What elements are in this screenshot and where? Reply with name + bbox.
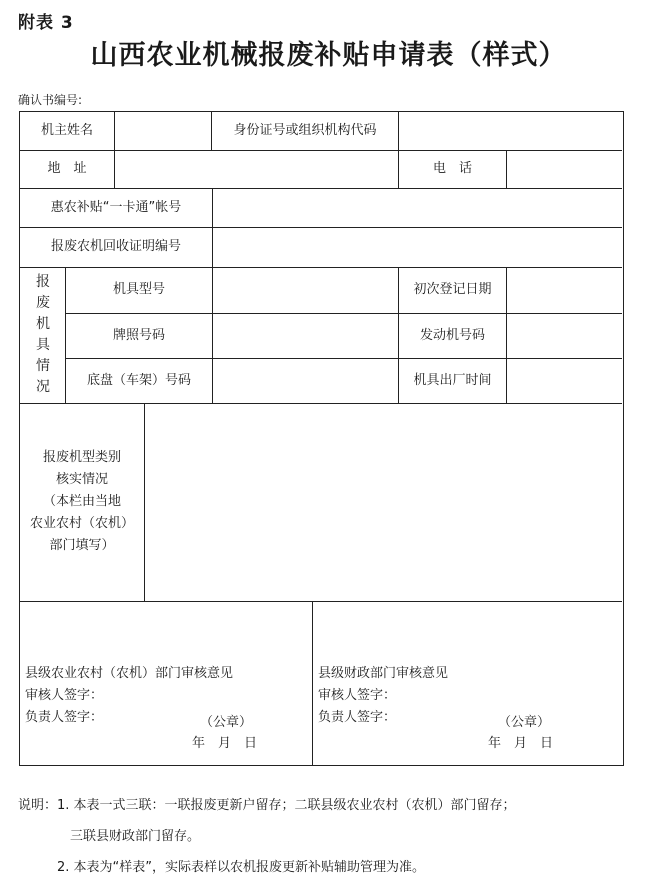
recycle-cert-label: 报废农机回收证明编号	[50, 239, 181, 255]
phone-field[interactable]	[507, 150, 622, 188]
phone-label: 电 话	[432, 161, 472, 177]
county-agri-opinion: 县级农业农村（农机）部门审核意见 审核人签字： 负责人签字：	[25, 666, 234, 725]
attachment-label: 附表 3	[18, 13, 74, 33]
machine-section-label: 报 废 机 具 情 况	[36, 274, 50, 395]
plate-number-field[interactable]	[213, 313, 398, 358]
owner-name-label: 机主姓名	[40, 123, 93, 139]
recycle-cert-field[interactable]	[213, 227, 622, 267]
application-form-table	[19, 111, 624, 766]
model-field[interactable]	[213, 267, 398, 313]
chassis-number-label: 底盘（车架）号码	[86, 372, 191, 388]
engine-number-label: 发动机号码	[419, 327, 485, 343]
id-number-label: 身份证号或组织机构代码	[233, 123, 377, 139]
county-finance-date: 年 月 日	[488, 736, 554, 751]
note-line-2: 三联县财政部门留存。	[18, 829, 201, 844]
plate-number-label: 牌照号码	[112, 327, 165, 343]
card-account-field[interactable]	[213, 188, 622, 227]
scrap-type-verification-field[interactable]	[145, 404, 622, 601]
confirmation-number-label: 确认书编号:	[18, 93, 83, 107]
engine-number-field[interactable]	[507, 313, 622, 358]
document-title: 山西农业机械报废补贴申请表（样式）	[90, 40, 567, 71]
card-account-label: 惠农补贴“一卡通”帐号	[50, 199, 182, 215]
note-line-3: 2. 本表为“样表”，实际表样以农机报废更新补贴辅助管理为准。	[18, 860, 426, 875]
factory-date-label: 机具出厂时间	[413, 372, 492, 388]
explanatory-notes	[18, 790, 516, 883]
owner-name-field[interactable]	[115, 112, 211, 150]
first-register-date-field[interactable]	[507, 267, 622, 313]
county-agri-date: 年 月 日	[192, 736, 258, 751]
address-label: 地 址	[47, 161, 87, 177]
scrap-type-verification-label: 报废机型类别 核实情况 （本栏由当地 农业农村（农机） 部门填写）	[29, 450, 134, 553]
first-register-date-label: 初次登记日期	[413, 282, 492, 298]
county-finance-seal: （公章）	[498, 715, 551, 730]
county-agri-seal: （公章）	[200, 715, 253, 730]
id-number-field[interactable]	[399, 112, 622, 150]
factory-date-field[interactable]	[507, 358, 622, 403]
note-line-1: 说明：1. 本表一式三联：一联报废更新户留存；二联县级农业农村（农机）部门留存；	[18, 798, 516, 813]
address-field[interactable]	[115, 150, 398, 188]
county-finance-opinion: 县级财政部门审核意见 审核人签字： 负责人签字：	[318, 666, 449, 725]
model-label: 机具型号	[112, 282, 165, 298]
chassis-number-field[interactable]	[213, 358, 398, 403]
